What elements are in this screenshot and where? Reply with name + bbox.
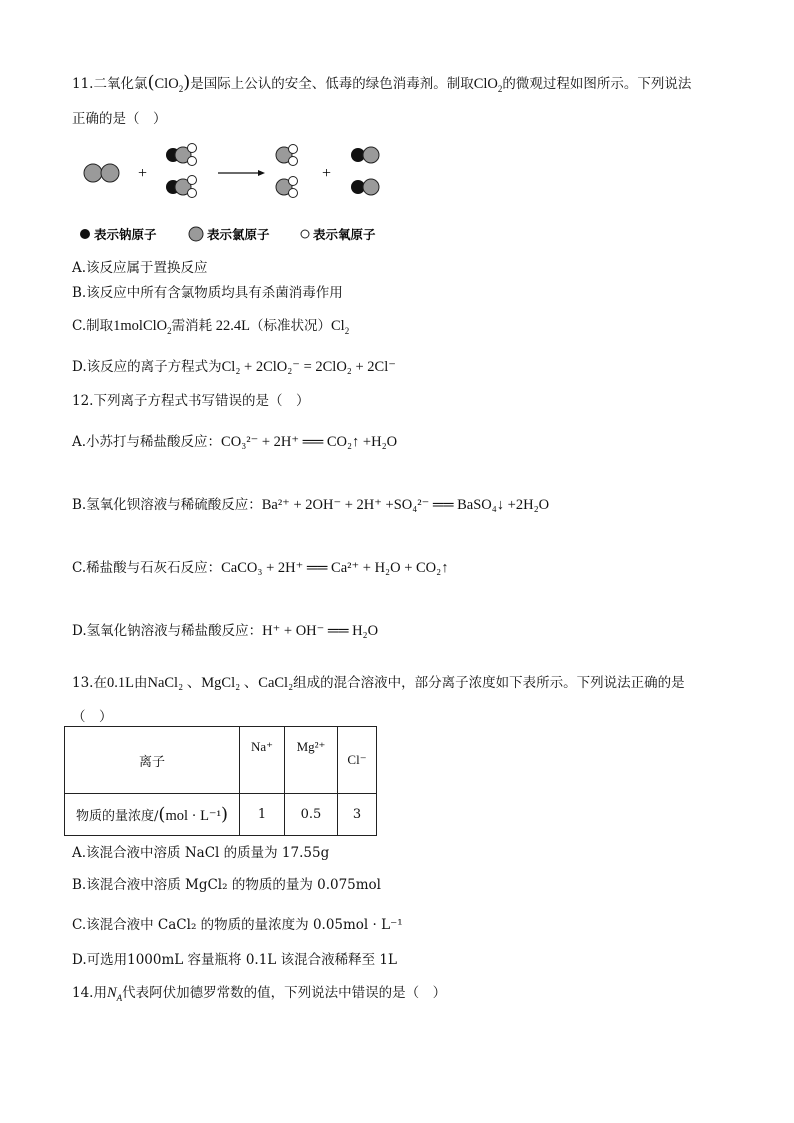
q13-option-c: C.该混合液中 CaCl₂ 的物质的量浓度为 0.05mol · L⁻¹	[72, 917, 403, 933]
q11-option-d: D.该反应的离子方程式为Cl₂ + 2ClO₂⁻ = 2ClO₂ + 2Cl⁻	[72, 359, 396, 375]
q12-option-d: D.氢氧化钠溶液与稀盐酸反应：H⁺ + OH⁻ ══ H₂O	[72, 623, 379, 639]
q12-option-b: B.氢氧化钡溶液与稀硫酸反应：Ba²⁺ + 2OH⁻ + 2H⁺ +SO₄²⁻ ══ BaSO₄↓ +2H₂O	[72, 497, 550, 513]
naclo2-molecule	[166, 144, 197, 166]
q13-stem-line1: 13.在0.1L由NaCl₂ 、MgCl₂ 、CaCl₂组成的混合溶液中，部分离子浓度如下表所示。下列说法正确的是	[72, 675, 685, 691]
reaction-arrow	[218, 170, 265, 176]
clo2-molecule	[276, 177, 298, 198]
table-header-label: 离子	[65, 727, 240, 794]
table-value-cl: 3	[338, 794, 377, 836]
table-row	[65, 727, 377, 794]
table-ion-na: Na⁺	[240, 727, 285, 794]
naclo2-molecule	[166, 176, 197, 198]
table-ion-cl: Cl⁻	[338, 727, 377, 794]
table-value-mg: 0.5	[285, 794, 338, 836]
clo2-molecule	[276, 145, 298, 166]
q12-option-a: A.小苏打与稀盐酸反应：CO₃²⁻ + 2H⁺ ══ CO₂↑ +H₂O	[72, 434, 398, 450]
q11-stem-line1: 11.二氧化氯(ClO$_2$)是国际上公认的安全、低毒的绿色消毒剂。制取ClO$_2$的微观过程如图所示。下列说法	[72, 72, 692, 94]
avogadro-symbol: $N_A$	[106, 985, 123, 1003]
nacl-molecule	[351, 179, 379, 195]
q11-option-a: A.该反应属于置换反应	[72, 260, 208, 276]
table-value-na: 1	[240, 794, 285, 836]
plus-sign: +	[138, 165, 148, 182]
q13-stem-paren: （ ）	[72, 709, 113, 725]
svg-text:表示钠原子: 表示钠原子	[94, 227, 157, 242]
q11-reaction-diagram	[76, 140, 396, 248]
svg-text:表示氯原子: 表示氯原子	[207, 227, 270, 242]
ion-concentration-table	[64, 726, 377, 836]
table-row	[65, 794, 377, 836]
q11-option-b: B.该反应中所有含氯物质均具有杀菌消毒作用	[72, 285, 343, 301]
q12-stem: 12.下列离子方程式书写错误的是（ ）	[72, 393, 310, 409]
plus-sign: +	[322, 165, 332, 182]
nacl-molecule	[351, 147, 379, 163]
q12-option-c: C.稀盐酸与石灰石反应：CaCO₃ + 2H⁺ ══ Ca²⁺ + H₂O + CO₂↑	[72, 560, 449, 576]
q11-option-c: C.制取1molClO$_2$需消耗 22.4L（标准状况）$Cl_2$	[72, 318, 350, 336]
q13-option-a: A.该混合液中溶质 NaCl 的质量为 17.55g	[72, 845, 330, 861]
q13-option-b: B.该混合液中溶质 MgCl₂ 的物质的量为 0.075mol	[72, 877, 382, 893]
cl2-molecule	[84, 164, 119, 182]
svg-text:表示氧原子: 表示氧原子	[313, 227, 376, 242]
q14-stem: 14.用$N_A$代表阿伏加德罗常数的值，下列说法中错误的是（ ）	[72, 985, 447, 1003]
table-row-label: 物质的量浓度/(mol · L⁻¹)	[65, 794, 240, 836]
table-ion-mg: Mg²⁺	[285, 727, 338, 794]
diagram-legend	[80, 227, 376, 242]
q13-option-d: D.可选用1000mL 容量瓶将 0.1L 该混合液稀释至 1L	[72, 952, 397, 968]
q11-stem-line2: 正确的是（ ）	[72, 111, 167, 127]
